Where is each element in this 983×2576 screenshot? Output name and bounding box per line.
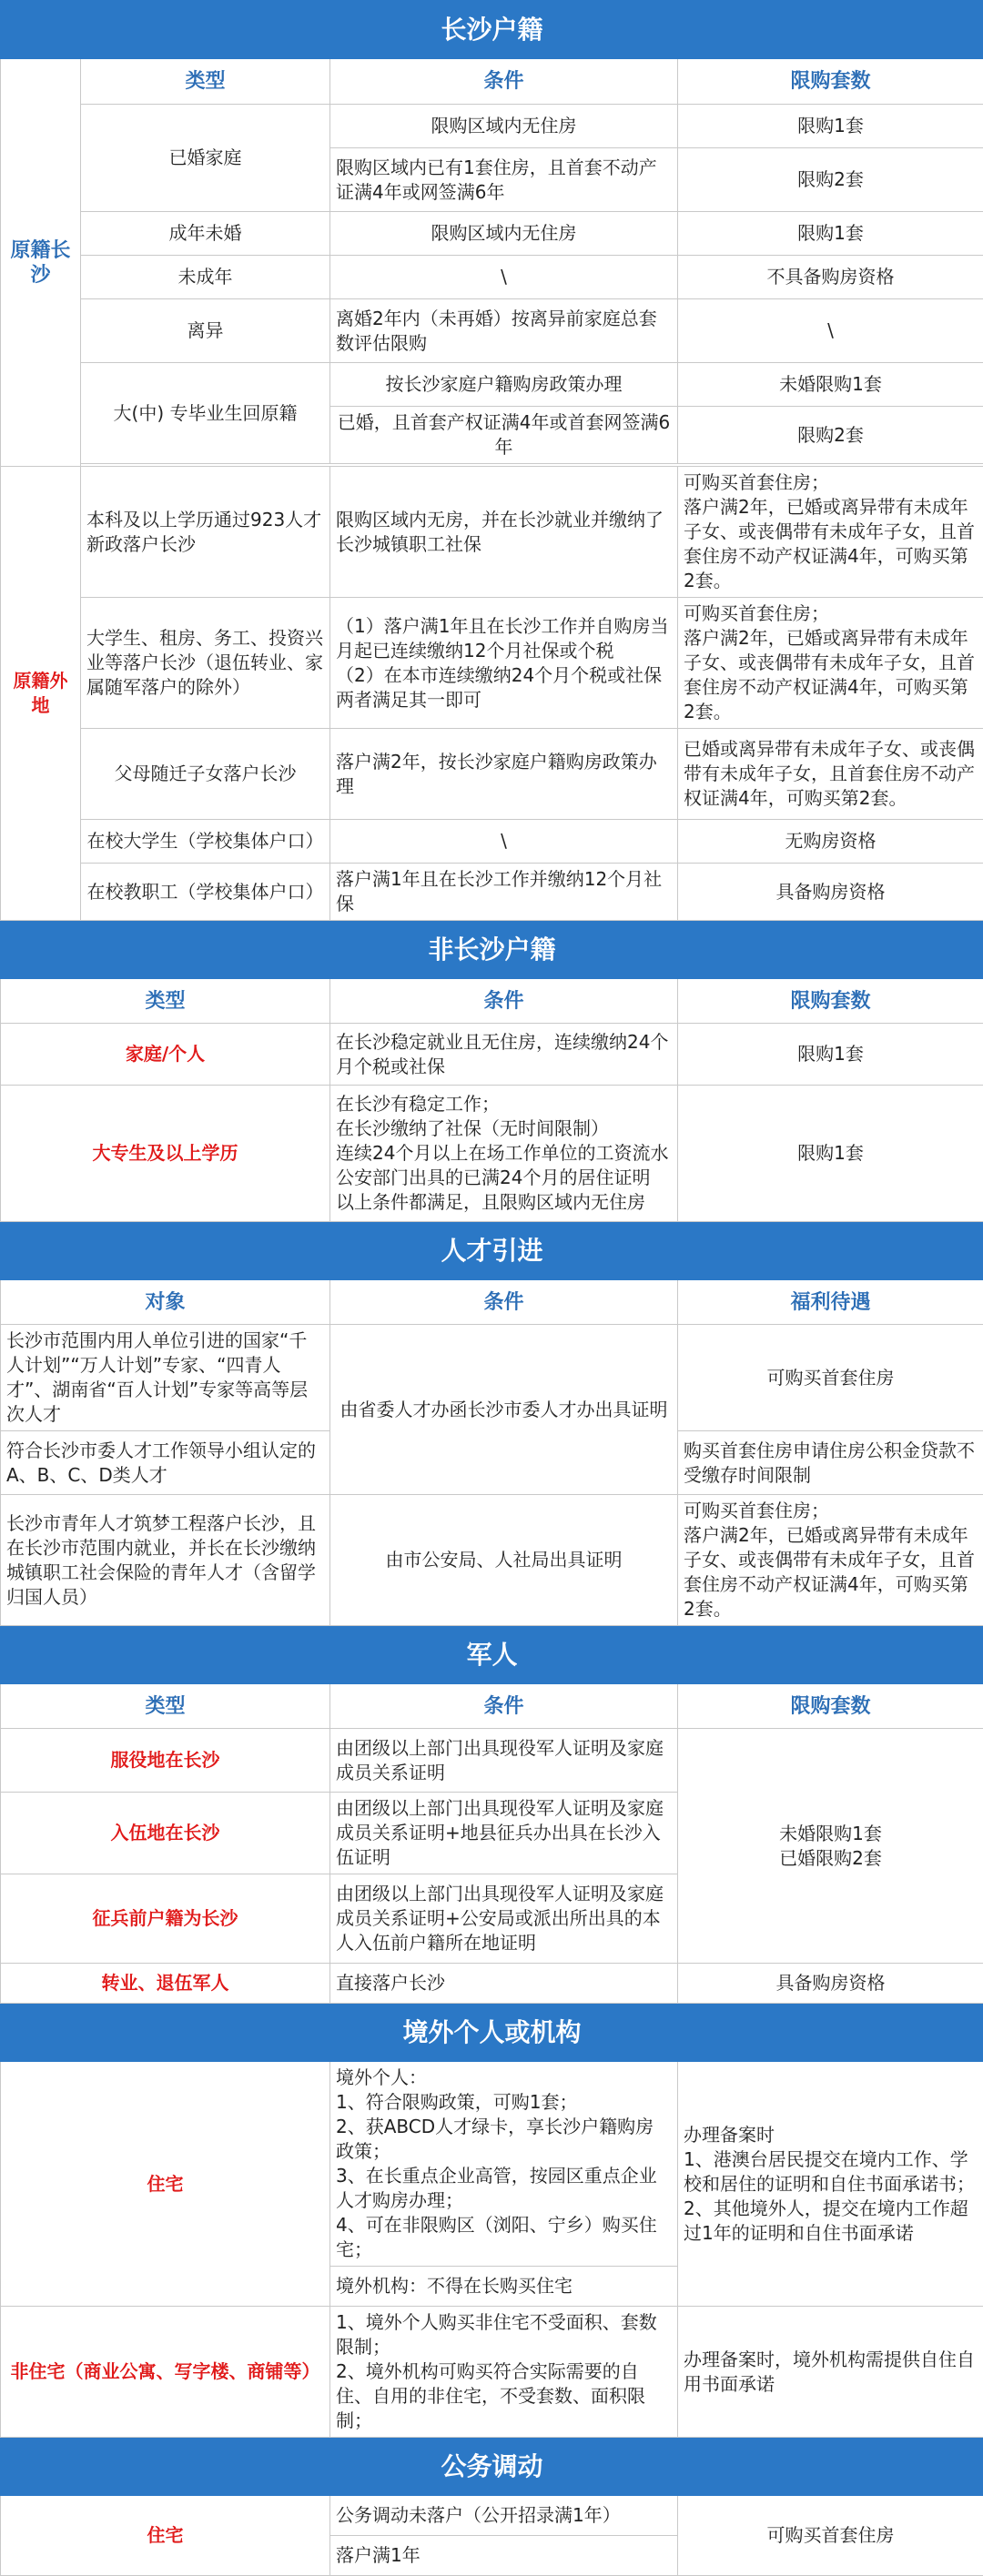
condition-cell: 由市公安局、人社局出具证明 bbox=[330, 1495, 678, 1626]
condition-cell: 公务调动未落户（公开招录满1年） bbox=[330, 2496, 678, 2536]
quota-cell: 无购房资格 bbox=[678, 820, 983, 864]
condition-cell: 境外个人： 1、符合限购政策，可购1套； 2、获ABCD人才绿卡，享长沙户籍购房政策； 3、在长重点企业高管，按园区重点企业人才购房办理； 4、可在非限购区（浏阳、宁乡）购买住宅； bbox=[330, 2062, 678, 2267]
condition-cell: 限购区域内已有1套住房，且首套不动产证满4年或网签满6年 bbox=[330, 148, 678, 212]
quota-cell: 具备购房资格 bbox=[678, 864, 983, 921]
row-label: 已婚家庭 bbox=[81, 105, 330, 212]
row-label: 住宅 bbox=[1, 2062, 330, 2307]
quota-cell: 不具备购房资格 bbox=[678, 256, 983, 299]
column-header: 条件 bbox=[330, 1684, 678, 1729]
condition-cell: 离婚2年内（未再婚）按离异前家庭总套数评估限购 bbox=[330, 299, 678, 363]
condition-cell: 限购区域内无房，并在长沙就业并缴纳了长沙城镇职工社保 bbox=[330, 467, 678, 598]
condition-cell: 由团级以上部门出具现役军人证明及家庭成员关系证明+地县征兵办出具在长沙入伍证明 bbox=[330, 1793, 678, 1874]
quota-cell: 具备购房资格 bbox=[678, 1964, 983, 2004]
row-label: 符合长沙市委人才工作领导小组认定的A、B、C、D类人才 bbox=[1, 1431, 330, 1495]
column-header: 对象 bbox=[1, 1280, 330, 1325]
row-label: 住宅 bbox=[1, 2496, 330, 2576]
row-label: 征兵前户籍为长沙 bbox=[1, 1874, 330, 1964]
condition-cell: 直接落户长沙 bbox=[330, 1964, 678, 2004]
quota-cell: 购买首套住房申请住房公积金贷款不受缴存时间限制 bbox=[678, 1431, 983, 1495]
column-header: 条件 bbox=[330, 59, 678, 105]
quota-cell: 办理备案时 1、港澳台居民提交在境内工作、学校和居住的证明和自住书面承诺书； 2、其他境外人，提交在境内工作超过1年的证明和自住书面承诺 bbox=[678, 2062, 983, 2307]
quota-cell: 未婚限购1套 bbox=[678, 363, 983, 407]
section-title: 军人 bbox=[1, 1626, 983, 1684]
condition-cell: 限购区域内无住房 bbox=[330, 212, 678, 256]
section-title: 公务调动 bbox=[1, 2438, 983, 2496]
row-label: 入伍地在长沙 bbox=[1, 1793, 330, 1874]
quota-cell: 限购2套 bbox=[678, 148, 983, 212]
condition-cell: 按长沙家庭户籍购房政策办理 bbox=[330, 363, 678, 407]
row-label: 大学生、租房、务工、投资兴业等落户长沙（退伍转业、家属随军落户的除外） bbox=[81, 598, 330, 729]
section-title: 境外个人或机构 bbox=[1, 2004, 983, 2062]
condition-cell: 由团级以上部门出具现役军人证明及家庭成员关系证明+公安局或派出所出具的本人入伍前户籍所在地证明 bbox=[330, 1874, 678, 1964]
condition-cell: （1）落户满1年且在长沙工作并自购房当月起已连续缴纳12个月社保或个税 （2）在本市连续缴纳24个月个税或社保 两者满足其一即可 bbox=[330, 598, 678, 729]
section-title: 长沙户籍 bbox=[1, 1, 983, 59]
row-label: 家庭/个人 bbox=[1, 1024, 330, 1086]
quota-cell: 可购买首套住房； 落户满2年，已婚或离异带有未成年子女、或丧偶带有未成年子女，且首套住房不动产权证满4年，可购买第2套。 bbox=[678, 467, 983, 598]
row-label: 成年未婚 bbox=[81, 212, 330, 256]
column-header: 限购套数 bbox=[678, 979, 983, 1024]
column-header: 类型 bbox=[81, 59, 330, 105]
condition-cell: \ bbox=[330, 820, 678, 864]
quota-cell: 可购买首套住房； 落户满2年，已婚或离异带有未成年子女、或丧偶带有未成年子女，且首套住房不动产权证满4年，可购买第2套。 bbox=[678, 1495, 983, 1626]
column-header: 条件 bbox=[330, 979, 678, 1024]
group-label: 原籍长沙 bbox=[1, 59, 81, 467]
column-header: 类型 bbox=[1, 1684, 330, 1729]
section-title: 非长沙户籍 bbox=[1, 921, 983, 979]
row-label: 在校大学生（学校集体户口） bbox=[81, 820, 330, 864]
row-label: 离异 bbox=[81, 299, 330, 363]
quota-cell: 限购2套 bbox=[678, 407, 983, 464]
condition-cell: 由团级以上部门出具现役军人证明及家庭成员关系证明 bbox=[330, 1729, 678, 1793]
row-label: 父母随迁子女落户长沙 bbox=[81, 729, 330, 820]
quota-cell: 可购买首套住房 bbox=[678, 2496, 983, 2576]
column-header: 限购套数 bbox=[678, 1684, 983, 1729]
condition-cell: 在长沙有稳定工作； 在长沙缴纳了社保（无时间限制） 连续24个月以上在场工作单位的工资流水 公安部门出具的已满24个月的居住证明 以上条件都满足，且限购区域内无住房 bbox=[330, 1086, 678, 1222]
condition-cell: 由省委人才办函长沙市委人才办出具证明 bbox=[330, 1325, 678, 1495]
row-label: 本科及以上学历通过923人才新政落户长沙 bbox=[81, 467, 330, 598]
column-header: 福利待遇 bbox=[678, 1280, 983, 1325]
quota-cell: 可购买首套住房 bbox=[678, 1325, 983, 1431]
group-label: 原籍外地 bbox=[1, 467, 81, 921]
condition-cell: 1、境外个人购买非住宅不受面积、套数限制； 2、境外机构可购买符合实际需要的自住、自用的非住宅，不受套数、面积限制； bbox=[330, 2307, 678, 2438]
condition-cell: 在长沙稳定就业且无住房，连续缴纳24个月个税或社保 bbox=[330, 1024, 678, 1086]
row-label: 在校教职工（学校集体户口） bbox=[81, 864, 330, 921]
row-label: 大专生及以上学历 bbox=[1, 1086, 330, 1222]
column-header: 类型 bbox=[1, 979, 330, 1024]
row-label: 转业、退伍军人 bbox=[1, 1964, 330, 2004]
quota-cell: 未婚限购1套 已婚限购2套 bbox=[678, 1729, 983, 1964]
quota-cell: 办理备案时，境外机构需提供自住自用书面承诺 bbox=[678, 2307, 983, 2438]
condition-cell: 限购区域内无住房 bbox=[330, 105, 678, 148]
quota-cell: 可购买首套住房； 落户满2年，已婚或离异带有未成年子女、或丧偶带有未成年子女，且首套住房不动产权证满4年，可购买第2套。 bbox=[678, 598, 983, 729]
section-title: 人才引进 bbox=[1, 1222, 983, 1280]
column-header: 限购套数 bbox=[678, 59, 983, 105]
row-label: 非住宅（商业公寓、写字楼、商铺等） bbox=[1, 2307, 330, 2438]
condition-cell: 落户满1年且在长沙工作并缴纳12个月社保 bbox=[330, 864, 678, 921]
quota-cell: 限购1套 bbox=[678, 1024, 983, 1086]
condition-cell: \ bbox=[330, 256, 678, 299]
quota-cell: 限购1套 bbox=[678, 105, 983, 148]
quota-cell: 已婚或离异带有未成年子女、或丧偶带有未成年子女，且首套住房不动产权证满4年，可购买第2套。 bbox=[678, 729, 983, 820]
row-label: 长沙市青年人才筑梦工程落户长沙，且在长沙市范围内就业，并长在长沙缴纳城镇职工社会保险的青年人才（含留学归国人员） bbox=[1, 1495, 330, 1626]
quota-cell: 限购1套 bbox=[678, 212, 983, 256]
condition-cell: 落户满1年 bbox=[330, 2536, 678, 2576]
quota-cell: 限购1套 bbox=[678, 1086, 983, 1222]
condition-cell: 已婚，且首套产权证满4年或首套网签满6年 bbox=[330, 407, 678, 464]
condition-cell: 境外机构：不得在长购买住宅 bbox=[330, 2267, 678, 2307]
condition-cell: 落户满2年，按长沙家庭户籍购房政策办理 bbox=[330, 729, 678, 820]
row-label: 长沙市范围内用人单位引进的国家“千人计划”“万人计划”专家、“四青人才”、湖南省“百人计划”专家等高等层次人才 bbox=[1, 1325, 330, 1431]
row-label: 服役地在长沙 bbox=[1, 1729, 330, 1793]
row-label: 未成年 bbox=[81, 256, 330, 299]
quota-cell: \ bbox=[678, 299, 983, 363]
row-label: 大(中) 专毕业生回原籍 bbox=[81, 363, 330, 464]
column-header: 条件 bbox=[330, 1280, 678, 1325]
